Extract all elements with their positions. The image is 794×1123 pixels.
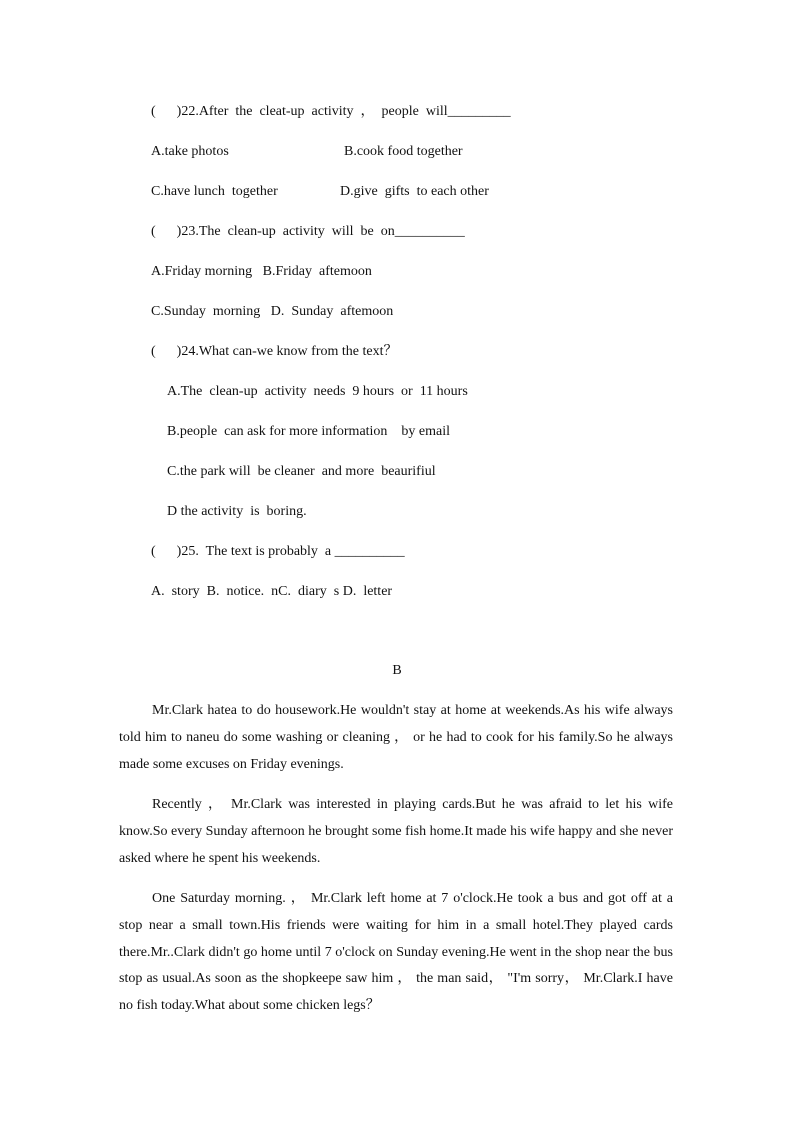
paragraph-3 bbox=[119, 886, 673, 1020]
paragraph-1-text: Mr.Clark hatea to do housework.He wouldn't stay at home at weekends.As his wife always told him to naneu do some washing or cleaning ， or he had to cook for his family.So he always made some excuses on Friday evenings. bbox=[119, 703, 673, 772]
question-23-options-ab: A.Friday morning B.Friday aftemoon bbox=[151, 264, 372, 279]
question-23-options-cd: C.Sunday morning D. Sunday aftemoon bbox=[151, 304, 394, 319]
question-24-option-c: C.the park will be cleaner and more beaurifiul bbox=[167, 464, 436, 479]
paragraph-2 bbox=[119, 792, 673, 872]
question-22-option-b: B.cook food together bbox=[344, 144, 463, 159]
section-title: B bbox=[392, 663, 402, 678]
question-22-option-a: A.take photos bbox=[151, 144, 229, 159]
question-22-stem: ( )22.After the cleat-up activity ， people will_________ bbox=[151, 104, 511, 119]
question-24-option-a: A.The clean-up activity needs 9 hours or 11 hours bbox=[167, 384, 468, 399]
question-22-option-d: D.give gifts to each other bbox=[340, 184, 489, 199]
paragraph-1 bbox=[119, 698, 673, 778]
question-25-options: A. story B. notice. nC. diary s D. letter bbox=[151, 584, 393, 599]
question-24-option-d: D the activity is boring. bbox=[167, 504, 307, 519]
paragraph-2-text: Recently ， Mr.Clark was interested in playing cards.But he was afraid to let his wife know.So every Sunday afternoon he brought some fish home.It made his wife happy and she never asked where he spent his weekends. bbox=[119, 797, 673, 866]
paragraph-3-text: One Saturday morning. ， Mr.Clark left home at 7 o'clock.He took a bus and got off at a stop near a small town.His friends were waiting for him in a small hotel.They played cards there.Mr..Clark didn't go home until 7 o'clock on Sunday evening.He went in the shop near the bus stop as usual.As soon as the shopkeepe saw him ， the man said， "I'm sorry， Mr.Clark.I have no fish today.What about some chicken legs？ bbox=[119, 891, 673, 1014]
question-24-stem: ( )24.What can-we know from the text？ bbox=[151, 344, 398, 359]
question-25-stem: ( )25. The text is probably a __________ bbox=[151, 544, 405, 559]
question-23-stem: ( )23.The clean-up activity will be on__________ bbox=[151, 224, 465, 239]
question-22-option-c: C.have lunch together bbox=[151, 184, 278, 199]
question-24-option-b: B.people can ask for more information by email bbox=[167, 424, 451, 439]
